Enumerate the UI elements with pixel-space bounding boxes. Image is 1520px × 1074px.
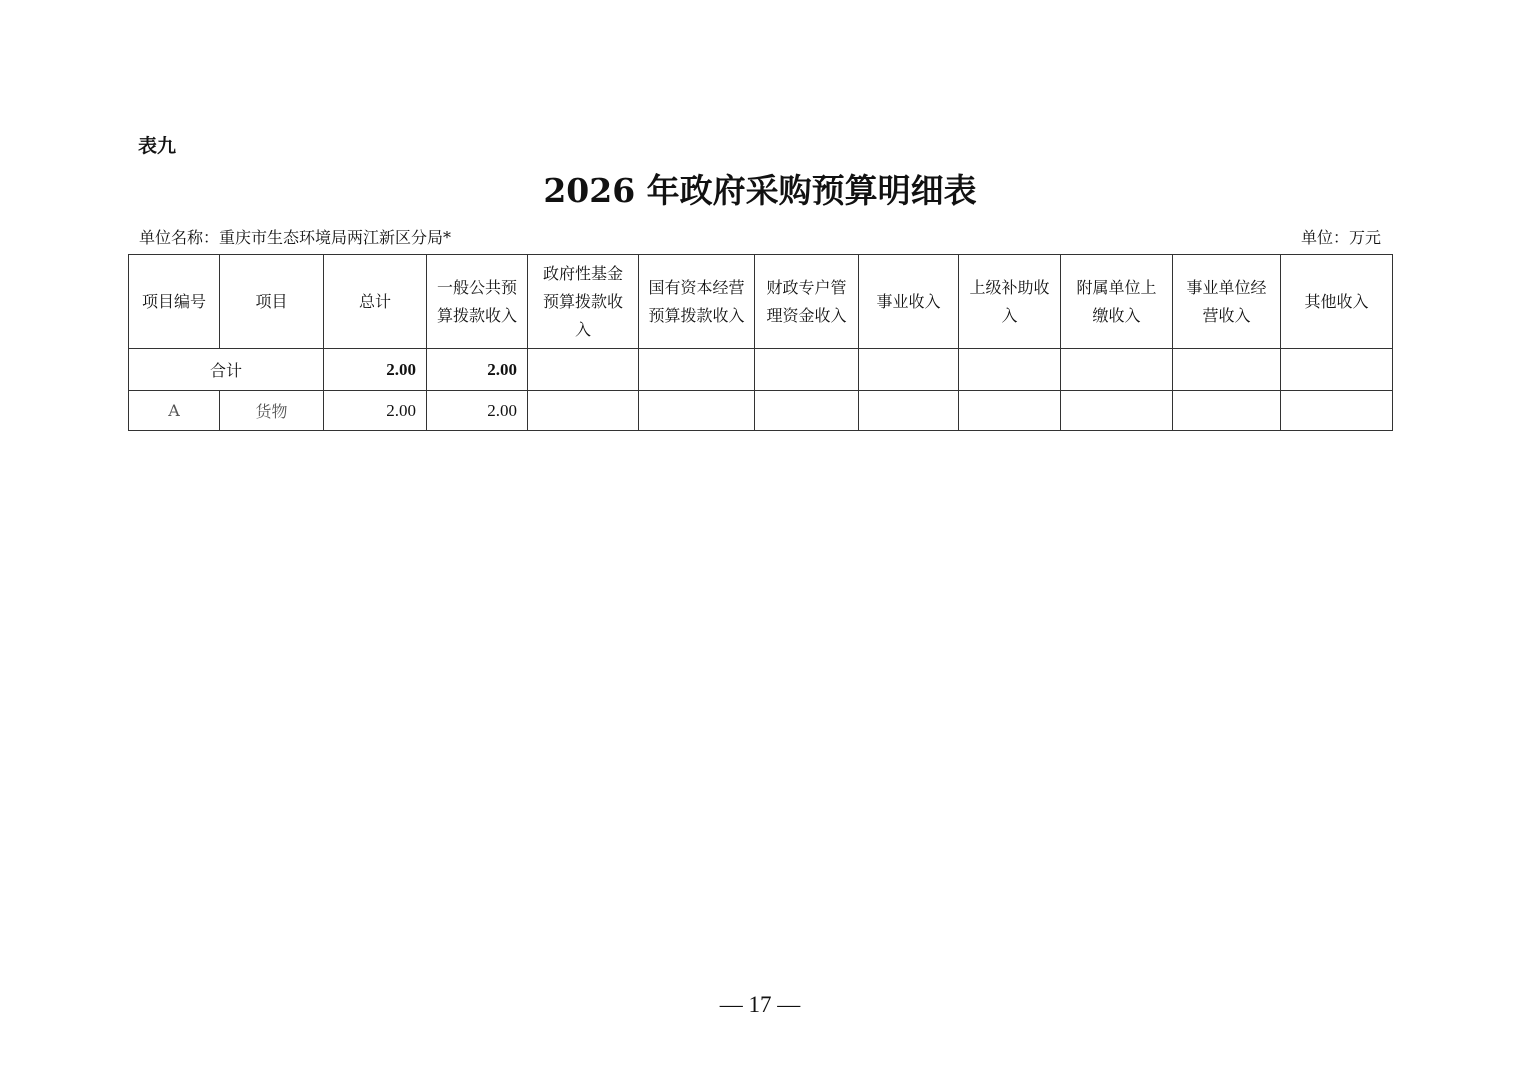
row-cell-operating-income (1173, 391, 1281, 431)
total-label-cell: 合计 (129, 349, 324, 391)
header-cell-operating-income: 事业单位经营收入 (1173, 255, 1281, 349)
total-cell-other-income (1281, 349, 1393, 391)
row-cell-other-income (1281, 391, 1393, 431)
row-cell-affiliated-units-payment (1061, 391, 1173, 431)
procurement-budget-table (128, 254, 1393, 431)
header-cell-affiliated-units-payment: 附属单位上缴收入 (1061, 255, 1173, 349)
total-cell-general-public-budget: 2.00 (427, 349, 528, 391)
header-cell-business-income: 事业收入 (859, 255, 959, 349)
row-cell-general-public-budget: 2.00 (427, 391, 528, 431)
row-cell-government-fund-budget (528, 391, 639, 431)
header-cell-project-code: 项目编号 (129, 255, 220, 349)
row-cell-project-code: A (129, 391, 220, 431)
header-cell-other-income: 其他收入 (1281, 255, 1393, 349)
total-cell-affiliated-units-payment (1061, 349, 1173, 391)
table-total-row (129, 349, 1393, 391)
row-cell-project: 货物 (220, 391, 324, 431)
row-cell-superior-subsidy (959, 391, 1061, 431)
total-cell-business-income (859, 349, 959, 391)
row-cell-total: 2.00 (324, 391, 427, 431)
header-cell-project: 项目 (220, 255, 324, 349)
header-cell-special-account-funds: 财政专户管理资金收入 (755, 255, 859, 349)
header-cell-total: 总计 (324, 255, 427, 349)
table-row (129, 391, 1393, 431)
row-cell-business-income (859, 391, 959, 431)
header-cell-government-fund-budget: 政府性基金预算拨款收入 (528, 255, 639, 349)
total-cell-superior-subsidy (959, 349, 1061, 391)
total-cell-special-account-funds (755, 349, 859, 391)
page-title: 2026 年政府采购预算明细表 (543, 171, 977, 210)
row-cell-state-capital-budget (639, 391, 755, 431)
total-cell-state-capital-budget (639, 349, 755, 391)
total-cell-total: 2.00 (324, 349, 427, 391)
row-cell-special-account-funds (755, 391, 859, 431)
unit-name-label: 单位名称：重庆市生态环境局两江新区分局* (139, 228, 452, 247)
header-cell-superior-subsidy: 上级补助收入 (959, 255, 1061, 349)
header-cell-state-capital-budget: 国有资本经营预算拨款收入 (639, 255, 755, 349)
table-label: 表九 (138, 135, 177, 157)
table-header-row (129, 255, 1393, 349)
total-cell-operating-income (1173, 349, 1281, 391)
header-cell-general-public-budget: 一般公共预算拨款收入 (427, 255, 528, 349)
currency-unit-label: 单位：万元 (1300, 228, 1381, 247)
total-cell-government-fund-budget (528, 349, 639, 391)
page-number: — 17 — (719, 992, 801, 1017)
